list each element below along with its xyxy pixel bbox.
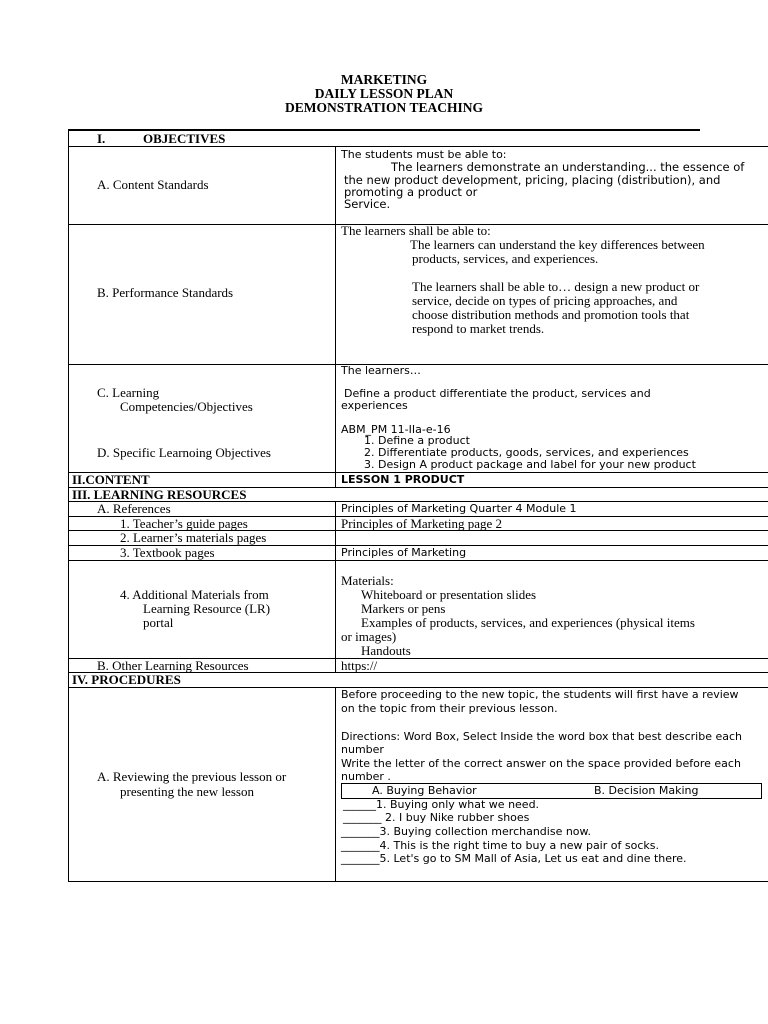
table-left-border (68, 129, 69, 882)
specific-objectives-label: D. Specific Learnoing Objectives (97, 445, 271, 460)
table-bottom-border (68, 881, 768, 882)
learning-competencies-label-2: Competencies/Objectives (120, 399, 253, 414)
quiz-item: _______3. Buying collection merchandise now. (341, 825, 592, 838)
review-directions: number . (341, 770, 391, 783)
review-instruction: on the topic from their previous lesson. (341, 702, 558, 715)
materials-item: Markers or pens (361, 601, 446, 616)
quiz-item: _______ 2. I buy Nike rubber shoes (343, 811, 530, 824)
learning-competencies-intro: The learners… (341, 364, 421, 377)
performance-standards-line: products, services, and experiences. (412, 251, 599, 266)
additional-materials-label: 4. Additional Materials from (120, 587, 269, 602)
specific-objective-item: 1. Define a product (364, 434, 470, 447)
specific-objective-item: 3. Design A product package and label for your new product (364, 458, 696, 471)
references-label: A. References (97, 501, 171, 516)
word-box-option-a: A. Buying Behavior (372, 784, 477, 797)
learning-competencies-line: experiences (341, 399, 408, 412)
materials-item: Examples of products, services, and experiences (physical items (361, 615, 695, 630)
teachers-guide-value: Principles of Marketing page 2 (341, 516, 503, 531)
other-resources-link[interactable]: https:// (341, 658, 378, 673)
doc-title-marketing: MARKETING (340, 72, 428, 87)
word-box-option-b: B. Decision Making (594, 784, 699, 797)
review-directions: number (341, 743, 384, 756)
textbook-pages-value: Principles of Marketing (341, 546, 467, 559)
doc-title-demonstration: DEMONSTRATION TEACHING (285, 100, 483, 115)
quiz-item: _______4. This is the right time to buy a new pair of socks. (341, 839, 659, 852)
performance-standards-line: respond to market trends. (412, 321, 545, 336)
performance-standards-intro: The learners shall be able to: (341, 223, 491, 238)
content-standards-line: Service. (344, 197, 391, 211)
materials-item: Whiteboard or presentation slides (361, 587, 537, 602)
materials-item: Handouts (361, 643, 411, 658)
review-directions: Write the letter of the correct answer on the space provided before each (341, 757, 741, 770)
additional-materials-label-3: portal (143, 615, 174, 630)
column-divider (335, 501, 336, 672)
learners-materials-label: 2. Learner’s materials pages (120, 530, 267, 545)
performance-standards-line: choose distribution methods and promotion tools that (412, 307, 690, 322)
performance-standards-line: The learners shall be able to… design a new product or (412, 279, 700, 294)
materials-item-cont: or images) (341, 629, 397, 644)
doc-title-daily-lesson-plan: DAILY LESSON PLAN (314, 86, 454, 101)
content-standards-label: A. Content Standards (97, 177, 209, 192)
performance-standards-label: B. Performance Standards (97, 285, 234, 300)
review-directions: Directions: Word Box, Select Inside the word box that best describe each (341, 730, 742, 743)
learning-competencies-label: C. Learning (97, 385, 160, 400)
performance-standards-line: The learners can understand the key differences between (410, 237, 705, 252)
additional-materials-label-2: Learning Resource (LR) (143, 601, 271, 616)
references-value: Principles of Marketing Quarter 4 Module 1 (341, 502, 577, 515)
reviewing-lesson-label: A. Reviewing the previous lesson or (97, 769, 287, 784)
objectives-heading-number: I. (97, 131, 106, 146)
column-divider (335, 146, 336, 487)
quiz-item: ______1. Buying only what we need. (343, 798, 540, 811)
column-divider (335, 687, 336, 882)
review-instruction: Before proceeding to the new topic, the students will first have a review (341, 688, 739, 701)
learning-resources-heading: III. LEARNING RESOURCES (72, 487, 247, 502)
content-standards-intro: The students must be able to: (341, 148, 507, 161)
performance-standards-line: service, decide on types of pricing approaches, and (412, 293, 678, 308)
row-divider (68, 560, 768, 561)
content-standards-line: the new product development, pricing, placing (distribution), and (344, 173, 721, 187)
competency-code: ABM_PM 11-IIa-e-16 (341, 423, 451, 436)
row-divider (68, 146, 768, 147)
learning-competencies-line: Define a product differentiate the product, services and (344, 387, 651, 400)
content-lesson-title: LESSON 1 PRODUCT (341, 473, 465, 486)
reviewing-lesson-label-2: presenting the new lesson (120, 784, 254, 799)
textbook-pages-label: 3. Textbook pages (120, 545, 215, 560)
quiz-item: _______5. Let's go to SM Mall of Asia, Let us eat and dine there. (341, 852, 687, 865)
procedures-heading: IV. PROCEDURES (72, 672, 181, 687)
content-standards-line: The learners demonstrate an understanding... the essence of (391, 160, 745, 174)
specific-objective-item: 2. Differentiate products, goods, services, and experiences (364, 446, 689, 459)
other-resources-label: B. Other Learning Resources (97, 658, 249, 673)
content-standards-line: promoting a product or (344, 185, 478, 199)
teachers-guide-label: 1. Teacher’s guide pages (120, 516, 248, 531)
objectives-heading: OBJECTIVES (143, 131, 226, 146)
materials-heading: Materials: (341, 573, 394, 588)
content-heading: II.CONTENT (72, 472, 150, 487)
